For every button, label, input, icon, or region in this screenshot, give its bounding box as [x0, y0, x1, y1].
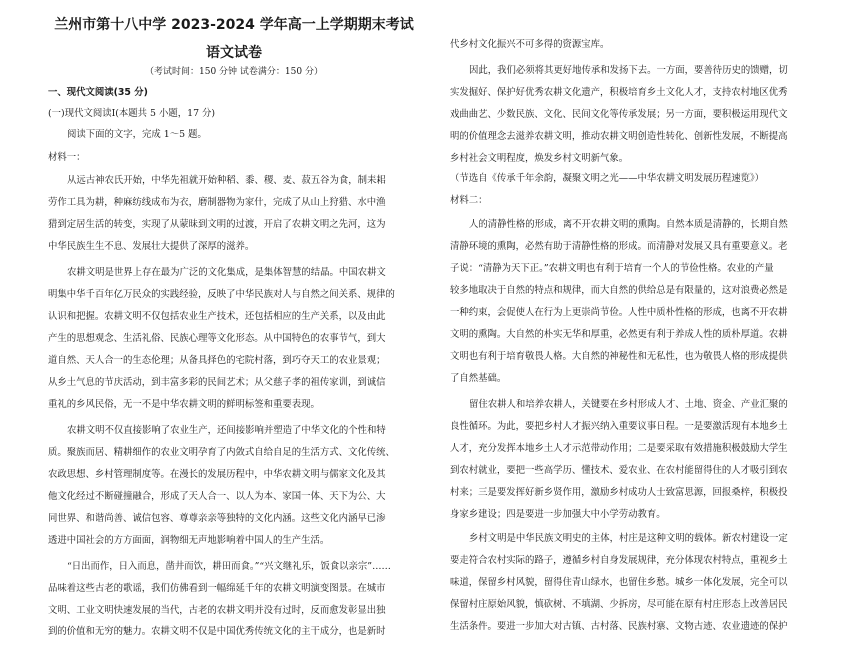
- paragraph-line: 透进中国社会的方方面面，润物细无声地影响着中国人的生产生活。: [48, 535, 330, 546]
- paragraph-line: 代乡村文化振兴不可多得的资源宝库。: [450, 39, 610, 50]
- paragraph-line: 乡村文明是中华民族文明史的主体，村庄是这种文明的载体。新农村建设一定: [469, 533, 788, 544]
- paragraph-line: 农耕文明是世界上存在最为广泛的文化集成，是集体智慧的结晶。中国农耕文: [67, 267, 386, 278]
- paragraph-line: 到的价值和无穷的魅力。农耕文明不仅是中国优秀传统文化的主干成分，也是新时: [48, 626, 386, 637]
- paragraph-line: 因此，我们必须将其更好地传承和发扬下去。一方面，要善待历史的馈赠，切: [469, 65, 788, 76]
- paragraph-line: 从远古神农氏开始，中华先祖就开始种稻、黍、稷、麦、菽五谷为食，制耒耜: [67, 175, 386, 186]
- paragraph-line: 农耕文明不仅直接影响了农业生产，还间接影响并塑造了中华文化的个性和特: [67, 425, 386, 436]
- source-citation: （节选自《传承千年余韵，凝聚文明之光——中华农耕文明发展历程速览》）: [450, 173, 765, 184]
- paragraph-line: 要走符合农村实际的路子，遵循乡村自身发展规律，充分体现农村特点，重视乡土: [450, 555, 788, 566]
- paragraph-line: 他文化经过不断碰撞融合，形成了天人合一、以人为本、家国一体、天下为公、大: [48, 491, 386, 502]
- paragraph-line: 生活条件。要进一步加大对古镇、古村落、民族村寨、文物古迹、农业遗迹的保护: [450, 621, 788, 632]
- paragraph-line: 戏曲曲艺、少数民族、文化、民间文化等传承发展；另一方面，要积极运用现代文: [450, 109, 788, 120]
- exam-subject: 语文试卷: [206, 45, 262, 61]
- paragraph-line: 认识和把握。农耕文明不仅包括农业生产技术，还包括相应的生产关系，以及由此: [48, 311, 386, 322]
- paragraph-line: 猎到定居生活的转变，实现了从蒙昧到文明的过渡，开启了农耕文明之先河，这为: [48, 219, 386, 230]
- paragraph-line: 留住农耕人和培养农耕人，关键要在乡村形成人才、土地、资金、产业汇聚的: [469, 399, 788, 410]
- exam-title: 兰州市第十八中学 2023-2024 学年高一上学期期末考试: [54, 17, 414, 33]
- paragraph-line: 质。聚族而居、精耕细作的农业文明孕育了内敛式自给自足的生活方式、文化传统、: [48, 447, 395, 458]
- paragraph-line: 品味着这些古老的歌谣，我们仿佛看到一幅绵延千年的农耕文明演变图景。在城市: [48, 583, 386, 594]
- paragraph-line: 到农村就业，要把一些高学历、懂技术、爱农业、在农村能留得住的人才吸引到农: [450, 465, 788, 476]
- reading-instruction: 阅读下面的文字，完成 1～5 题。: [67, 129, 207, 140]
- paragraph-line: 人的清静性格的形成，离不开农耕文明的熏陶。自然本质是清静的，长期自然: [469, 219, 788, 230]
- paragraph-line: 良性循环。为此，要把乡村人才振兴纳入重要议事日程。一是要激活现有本地乡土: [450, 421, 788, 432]
- subsection-heading: (一)现代文阅读Ⅰ(本题共 5 小题，17 分): [48, 108, 216, 119]
- material-label: 材料一：: [48, 152, 86, 163]
- material-label: 材料二：: [450, 195, 488, 206]
- paragraph-line: 道自然、天人合一的生态伦理；从备具择色的宅院村落，到巧夺天工的农业景观；: [48, 355, 386, 366]
- paragraph-line: 中华民族生生不息、发展壮大提供了深厚的滋养。: [48, 241, 255, 252]
- paragraph-line: 实发掘好、保护好优秀农耕文化遗产，积极培育乡土文化人才，支持农村地区优秀: [450, 87, 788, 98]
- paragraph-line: 农政思想、乡村管理制度等。在漫长的发展历程中，中华农耕文明与儒家文化及其: [48, 469, 386, 480]
- paragraph-line: 重礼的乡风民俗，无一不是中华农耕文明的鲜明标签和重要表现。: [48, 399, 320, 410]
- paragraph-line: 文明的熏陶。大自然的朴实无华和厚重，必然更有利于养成人性的质朴厚道。农耕: [450, 329, 788, 340]
- paragraph-line: 明集中华千百年亿万民众的实践经验，反映了中华民族对人与自然之间关系、规律的: [48, 289, 395, 300]
- paragraph-line: 了自然基础。: [450, 373, 507, 384]
- paragraph-line: 一种约束，会促使人在行为上更崇尚节俭。人性中质朴性格的形成，也离不开农耕: [450, 307, 788, 318]
- paragraph-line: 文明也有利于培育敬畏人格。大自然的神秘性和无私性，也为敬畏人格的形成提供: [450, 351, 788, 362]
- paragraph-line: 村来；三是要发挥好新乡贤作用，激励乡村成功人士致富思源，回报桑梓，积极投: [450, 487, 788, 498]
- paragraph-line: 味道，保留乡村风貌，留得住青山绿水，也留住乡愁。城乡一体化发展，完全可以: [450, 577, 788, 588]
- paragraph-line: 同世界、和谐尚善、诚信包容、尊尊亲亲等独特的文化内涵。这些文化内涵早已渗: [48, 513, 386, 524]
- paragraph-line: 身家乡建设；四是要进一步加强大中小学劳动教育。: [450, 509, 666, 520]
- paragraph-line: 子说：“清静为天下正。”农耕文明也有利于培育一个人的节俭性格。农业的产量: [450, 263, 774, 274]
- paragraph-line: 产生的思想观念、生活礼俗、民族心理等文化形态。从中国特色的农事节气，到大: [48, 333, 386, 344]
- paragraph-line: 人才，充分发挥本地乡土人才示范带动作用；二是要采取有效措施积极鼓励大学生: [450, 443, 788, 454]
- section-heading: 一、现代文阅读(35 分): [48, 87, 148, 98]
- paragraph-line: 较多地取决于自然的特点和规律，而大自然的供给总是有限量的，这对浪费必然是: [450, 285, 788, 296]
- exam-info: （考试时间：150 分钟 试卷满分：150 分）: [145, 67, 323, 77]
- paragraph-line: 保留村庄原始风貌，慎砍树、不填湖、少拆房，尽可能在原有村庄形态上改善居民: [450, 599, 788, 610]
- paragraph-line: “日出而作，日入而息，凿井而饮，耕田而食。”“兴文继礼乐，饭食以亲宗”……: [67, 561, 391, 572]
- paragraph-line: 文明、工业文明快速发展的当代，古老的农耕文明并没有过时，反而愈发彰显出独: [48, 605, 386, 616]
- paragraph-line: 劳作工具为耕，种麻纺线成布为衣，磨制器物为家什，完成了从山上狩猎、水中渔: [48, 197, 386, 208]
- paragraph-line: 清静环境的熏陶，必然有助于清静性格的形成。而清静对发展又具有重要意义。老: [450, 241, 788, 252]
- paragraph-line: 从乡土气息的节庆活动，到丰富多彩的民间艺术；从父慈子孝的祖传家训，到诚信: [48, 377, 386, 388]
- paragraph-line: 明的价值理念去滋养农耕文明，推动农耕文明创造性转化、创新性发展，不断提高: [450, 131, 788, 142]
- paragraph-line: 乡村社会文明程度，焕发乡村文明新气象。: [450, 153, 629, 164]
